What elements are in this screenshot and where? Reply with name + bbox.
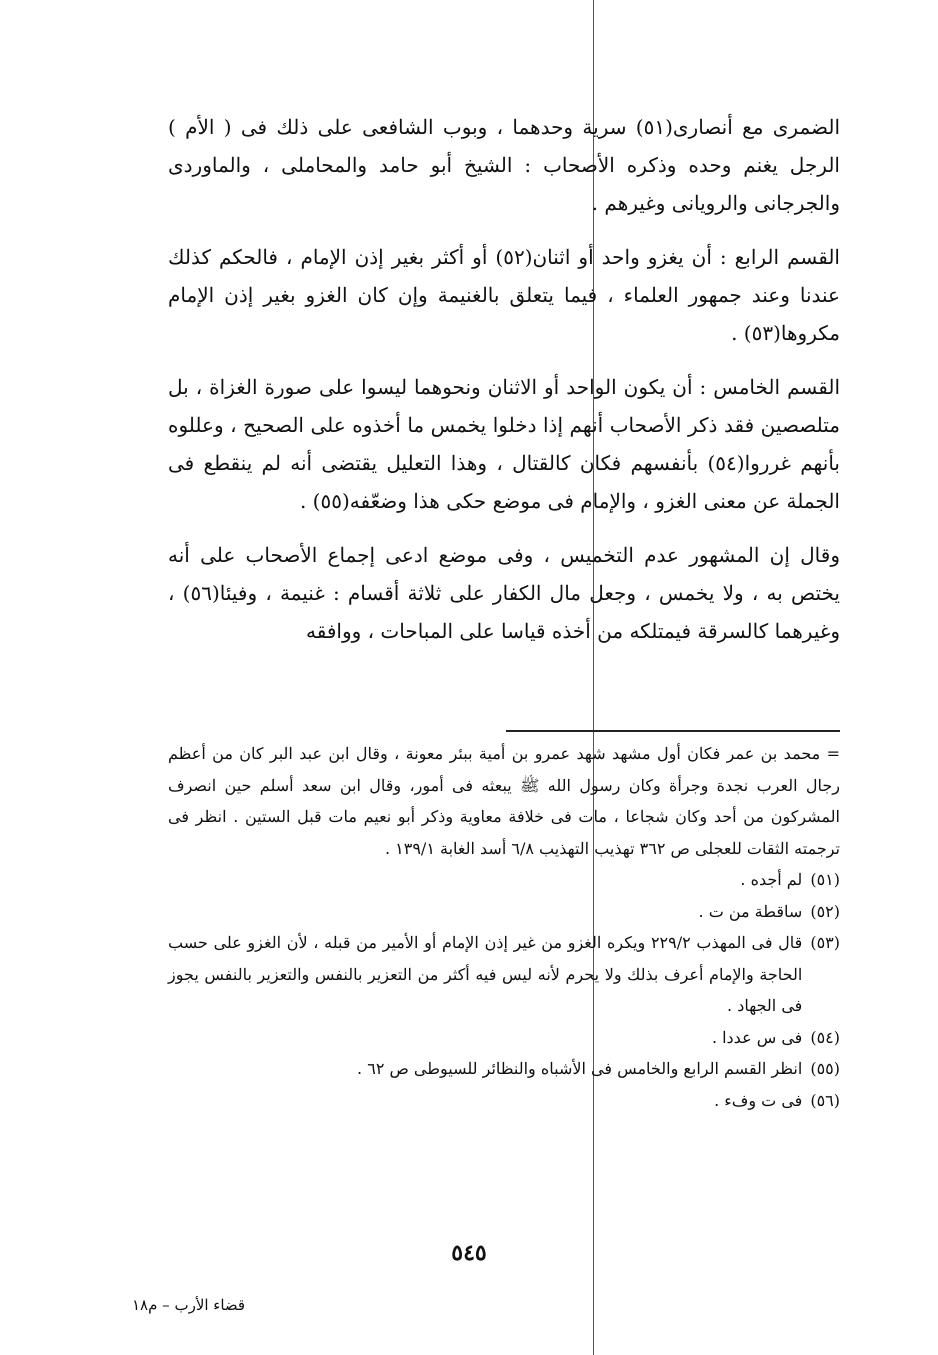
paragraph: القسم الرابع : أن يغزو واحد أو اثنان(٥٢) أو أكثر بغير إذن الإمام ، فالحكم كذلك عندنا وعند جمهور العلماء ، فيما يتعلق بالغنيمة وإن كان الغزو بغير إذن الإمام مكروها(٥٣) . — [168, 245, 840, 345]
footnotes — [168, 738, 840, 1116]
footnote-number: (٥٣) — [810, 933, 840, 952]
paragraph: وقال إن المشهور عدم التخميس ، وفى موضع ادعى إجماع الأصحاب على أنه يختص به ، ولا يخمس ، وجعل مال الكفار على ثلاثة أقسام : غنيمة ، وفيئا(٥٦) ، وغيرهما كالسرقة فيمتلكه من أخذه قياسا على المباحات ، ووافقه — [168, 543, 840, 643]
footnote-text: لم أجده . — [740, 870, 803, 889]
footnote-number: (٥١) — [810, 870, 840, 889]
footnote-number: (٥٥) — [810, 1059, 840, 1078]
footnote-text: ساقطة من ت . — [698, 901, 803, 921]
footnote-54 — [168, 1022, 840, 1054]
footnote-separator — [506, 730, 840, 732]
footnote-53 — [168, 927, 840, 1022]
footnote-text: انظر القسم الرابع والخامس فى الأشباه والنظائر للسيوطى ص ٦٢ . — [357, 1059, 803, 1078]
paragraph: القسم الخامس : أن يكون الواحد أو الاثنان ونحوهما ليسوا على صورة الغزاة ، بل متلصصين فقد ذكر الأصحاب أنهم إذا دخلوا يخمس ما أخذوه على الصحيح ، وعللوه بأنهم غرروا(٥٤) بأنفسهم فكان كالقتال ، وهذا التعليل يقتضى أنه لم ينقطع فى الجملة عن معنى الغزو ، والإمام فى موضع حكى هذا وضعّفه(٥٥) . — [168, 375, 840, 513]
main-text — [168, 108, 840, 666]
footnote-56 — [168, 1085, 840, 1117]
footnote-text: فى س عددا . — [711, 1027, 803, 1047]
footnote-continuation: = محمد بن عمر فكان أول مشهد شهد عمرو بن أمية ببئر معونة ، وقال ابن عبد البر كان من أعظم رجال العرب نجدة وجرأة وكان رسول الله ﷺ يبعثه فى أمور، وقال ابن سعد أسلم حين انصرف المشركون من أحد وكان شجاعا ، مات فى خلافة معاوية وذكر أبو نعيم مات قبل الستين . انظر فى ترجمته الثقات للعجلى ص ٣٦٢ تهذيب التهذيب ٦/٨ أسد الغابة ١٣٩/١ . — [168, 744, 841, 858]
footnote-text: قال فى المهذب ٢٢٩/٢ ويكره الغزو من غير إذن الإمام أو الأمير من قبله ، لأن الغزو على حسب الحاجة والإمام أعرف بذلك ولا يحرم لأنه ليس فيه أكثر من التعزير بالنفس والتعزير بالنفس يجوز فى الجهاد . — [168, 933, 803, 1015]
paragraph: الضمرى مع أنصارى(٥١) سرية وحدهما ، وبوب الشافعى على ذلك فى ( الأم ) الرجل يغنم وحده وذكره الأصحاب : الشيخ أبو حامد والمحاملى ، والماوردى والجرجانى والرويانى وغيرهم . — [168, 115, 840, 215]
printer-signature: قضاء الأرب – م١٨ — [132, 1296, 246, 1314]
footnote-number: (٥٤) — [810, 1027, 840, 1047]
page-number: ٥٤٥ — [451, 1240, 487, 1266]
footnote-55 — [168, 1053, 840, 1085]
footnote-number: (٥٢) — [810, 901, 840, 921]
footnote-52 — [168, 896, 840, 928]
footnote-text: فى ت وفء . — [714, 1090, 803, 1110]
footnote-number: (٥٦) — [810, 1090, 840, 1110]
footnote-51 — [168, 864, 840, 896]
